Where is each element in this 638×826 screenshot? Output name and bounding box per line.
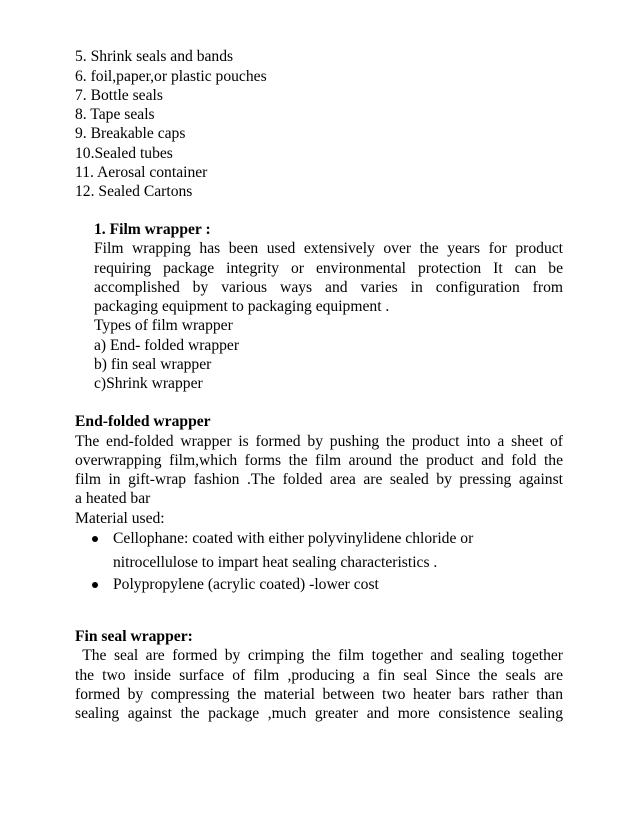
list-item: 11. Aerosal container — [75, 164, 208, 181]
types-label: Types of film wrapper — [94, 317, 233, 334]
type-item: c)Shrink wrapper — [94, 375, 203, 392]
film-wrapper-paragraph-line: Film wrapping has been used extensively over the years for product — [94, 240, 563, 257]
bullet-icon — [92, 536, 98, 542]
list-item: 6. foil,paper,or plastic pouches — [75, 68, 267, 85]
bullet-item-line: Polypropylene (acrylic coated) -lower cost — [113, 576, 379, 593]
film-wrapper-paragraph-line: accomplished by various ways and varies in configuration from — [94, 279, 563, 296]
film-wrapper-heading: 1. Film wrapper : — [94, 221, 211, 238]
bullet-item-line: Cellophane: coated with either polyvinylidene chloride or — [113, 530, 474, 547]
end-folded-paragraph-line: overwrapping film,which forms the film around the product and fold the — [75, 452, 563, 469]
bullet-icon — [92, 582, 98, 588]
list-item: 12. Sealed Cartons — [75, 183, 193, 200]
list-item: 7. Bottle seals — [75, 87, 163, 104]
end-folded-paragraph-line: film in gift-wrap fashion .The folded area are sealed by pressing against — [75, 471, 563, 488]
end-folded-paragraph-line: a heated bar — [75, 490, 151, 507]
list-item: 10.Sealed tubes — [75, 145, 173, 162]
material-label: Material used: — [75, 510, 165, 527]
list-item: 9. Breakable caps — [75, 125, 186, 142]
list-item: 8. Tape seals — [75, 106, 155, 123]
bullet-item-line: nitrocellulose to impart heat sealing characteristics . — [113, 554, 438, 571]
list-item: 5. Shrink seals and bands — [75, 48, 234, 65]
film-wrapper-paragraph-line: packaging equipment to packaging equipment . — [94, 298, 390, 315]
type-item: a) End- folded wrapper — [94, 337, 240, 354]
film-wrapper-paragraph-line: requiring package integrity or environmental protection It can be — [94, 260, 563, 277]
fin-seal-heading: Fin seal wrapper: — [75, 628, 193, 645]
fin-seal-paragraph-line: the two inside surface of film ,producing a fin seal Since the seals are — [75, 667, 563, 684]
fin-seal-paragraph-line: sealing against the package ,much greater and more consistence sealing — [75, 705, 563, 722]
end-folded-heading: End-folded wrapper — [75, 413, 211, 430]
fin-seal-paragraph-line: formed by compressing the material between two heater bars rather than — [75, 686, 563, 703]
type-item: b) fin seal wrapper — [94, 356, 212, 373]
fin-seal-paragraph-line: The seal are formed by crimping the film together and sealing together — [75, 647, 563, 664]
end-folded-paragraph-line: The end-folded wrapper is formed by pushing the product into a sheet of — [75, 433, 563, 450]
